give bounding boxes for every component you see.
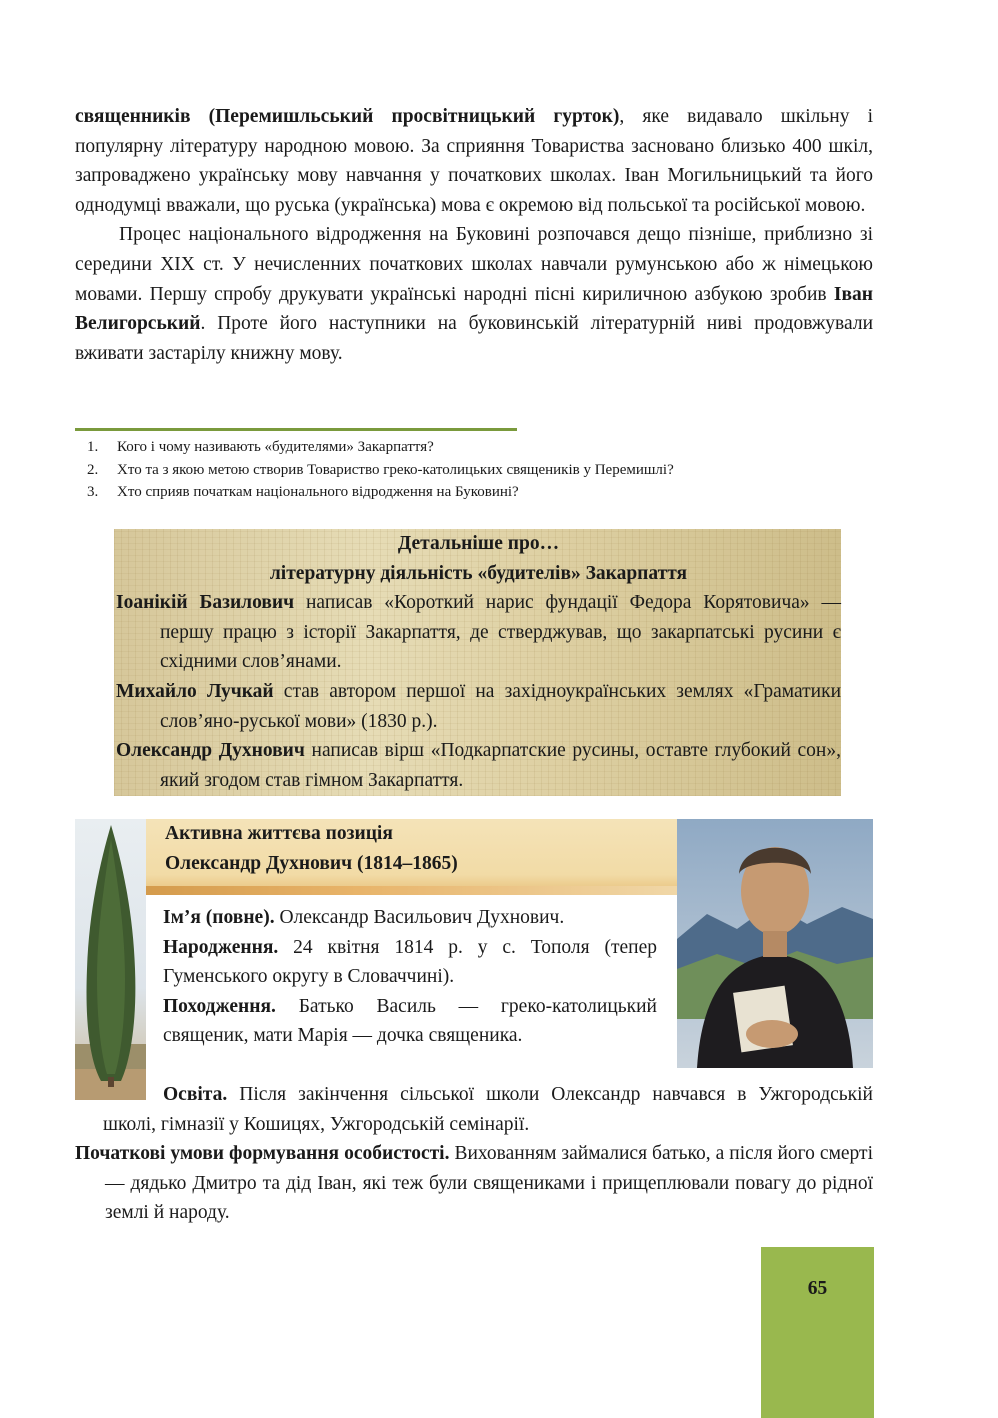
biography-block	[163, 903, 657, 1051]
question-item	[87, 481, 867, 504]
bio-origin-label: Походження.	[163, 995, 276, 1017]
intro-p2-start: Процес національного відродження на Буковині розпочався дещо пізніше, приблизно зі середини XIX ст. У нечисленних початкових школах навчали румунською або ж німецькою мовами. Першу спробу друкувати українські народні пісні кириличною азбукою зробив	[75, 224, 873, 305]
header-accent-bar	[146, 886, 677, 895]
bio-birth-label: Народження.	[163, 936, 279, 958]
intro-p2-end: . Проте його наступники на буковинській літературній ниві продовжували вживати застарілу книжну мову.	[75, 313, 873, 364]
question-number: 3.	[87, 484, 99, 501]
section-divider	[75, 428, 517, 431]
detail-title: Детальніше про…	[397, 533, 560, 554]
question-item	[87, 436, 867, 459]
question-text: Кого і чому називають «будителями» Закарпаття?	[117, 439, 434, 455]
detail-entry-name: Олександр Духнович	[116, 740, 305, 762]
bio-education	[103, 1080, 873, 1139]
active-position-person: Олександр Духнович (1814–1865)	[165, 852, 458, 874]
active-position-header	[146, 819, 677, 893]
question-number: 2.	[87, 461, 99, 478]
bio-formation-block	[75, 1139, 873, 1228]
bio-formation-label: Початкові умови формування особистості.	[75, 1143, 450, 1164]
detail-entry-text: став автором першої на західноукраїнських землях «Граматики слов’яно-руської мови» (1830 р.).	[160, 680, 842, 732]
detail-box	[114, 529, 841, 796]
detail-entry-text: написав вірш «Подкарпатские русины, оставте глубокий сон», який згодом став гімном Закарпаття.	[160, 740, 841, 791]
portrait-image	[677, 819, 873, 1068]
page-number: 65	[807, 1278, 828, 1299]
question-item	[87, 459, 867, 482]
detail-subtitle: літературну діяльність «будителів» Закарпаття	[269, 562, 688, 584]
detail-entry-name: Іоанікій Базилович	[116, 592, 295, 614]
bio-name-text: Олександр Васильович Духнович.	[274, 907, 565, 928]
intro-p1-rest: , яке видавало шкільну і популярну літературу народною мовою. За сприяння Товариства засновано близько 400 шкіл, запроваджено українську мову навчання у початкових школах. Іван Могильницький та його однодумці вважали, що руська (українська) мова є окремою від польської та російської мовою.	[75, 106, 874, 216]
detail-content	[116, 529, 841, 795]
page-number-tab	[761, 1247, 874, 1418]
detail-entry-name: Михайло Лучкай	[116, 680, 274, 702]
bio-education-block	[103, 1080, 873, 1139]
question-number: 1.	[87, 439, 99, 455]
cypress-tree-image	[75, 819, 146, 1100]
detail-entry	[116, 588, 841, 677]
review-questions	[87, 436, 867, 504]
intro-bold-name: Іван Велигорський	[75, 283, 873, 335]
bio-formation	[75, 1139, 873, 1228]
bio-birth	[163, 933, 657, 992]
question-text: Хто сприяв початкам національного відродження на Буковині?	[117, 484, 519, 501]
bio-name	[163, 903, 657, 933]
intro-text	[75, 102, 873, 368]
cypress-illustration	[75, 819, 146, 1100]
bio-name-label: Ім’я (повне).	[163, 907, 275, 928]
portrait-illustration	[677, 819, 873, 1068]
active-position-title: Активна життєва позиція	[165, 823, 393, 844]
bio-formation-text: Вихованням займалися батько, а після його смерті — дядько Дмитро та дід Іван, які теж були священиками і прищеплювали повагу до рідної землі й народу.	[105, 1143, 873, 1224]
question-text: Хто та з якою метою створив Товариство греко-католицьких священиків у Перемишлі?	[117, 461, 674, 478]
bio-origin	[163, 992, 657, 1051]
bio-education-label: Освіта.	[163, 1084, 228, 1105]
bio-origin-text: Батько Василь — греко-католицький священик, мати Марія — дочка священика.	[163, 995, 657, 1047]
detail-entry-text: написав «Короткий нарис фундації Федора Корятовича» — першу працю з історії Закарпаття, де стверджував, що закарпатські русини є східними слов’янами.	[160, 592, 841, 673]
intro-paragraph-1	[75, 102, 873, 220]
detail-entry	[116, 677, 841, 736]
detail-entry	[116, 736, 841, 795]
bio-birth-text: 24 квітня 1814 р. у с. Тополя (тепер Гуменського округу в Словаччині).	[163, 936, 657, 988]
intro-paragraph-2	[75, 220, 873, 368]
bio-education-text: Після закінчення сільської школи Олександр навчався в Ужгородській школі, гімназії у Кошицях, Ужгородській семінарії.	[103, 1084, 873, 1135]
intro-bold-society: священників (Перемишльський просвітницький гурток)	[75, 106, 620, 127]
